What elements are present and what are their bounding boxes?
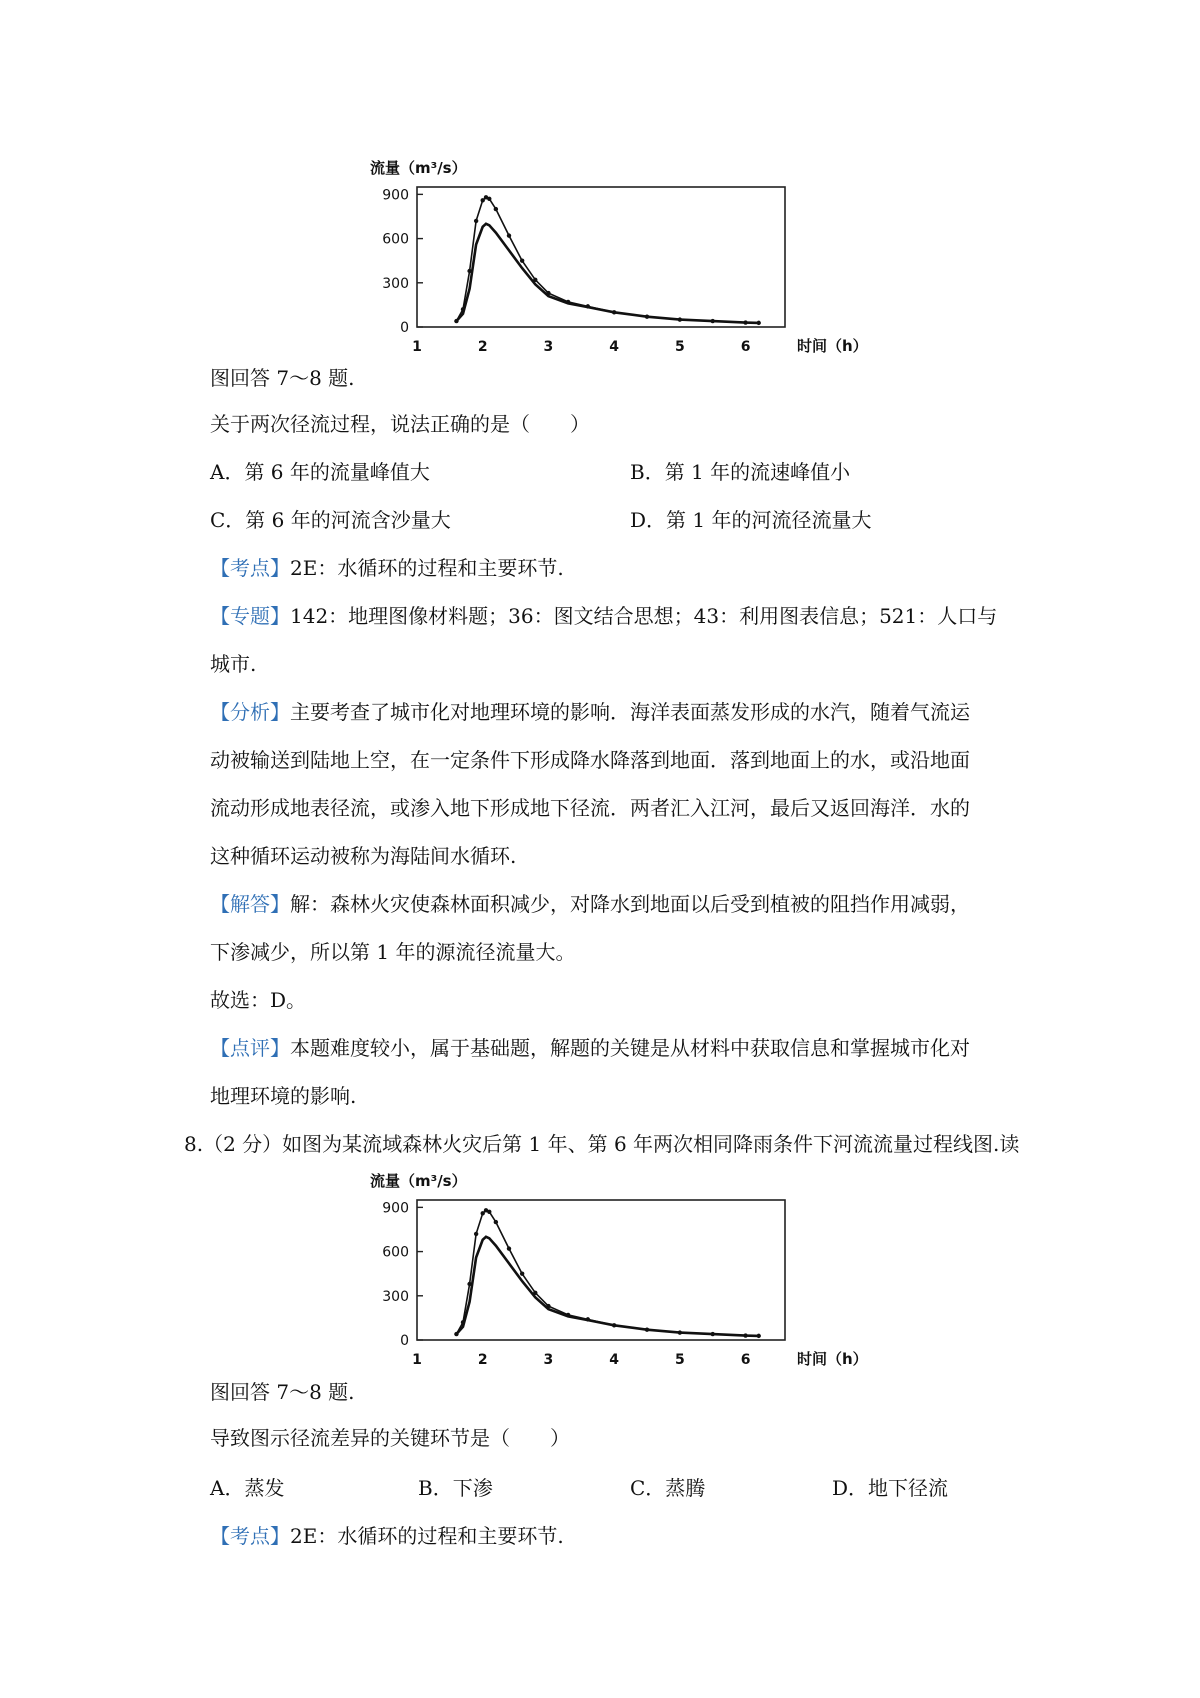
x-tick-label: 4 xyxy=(609,1352,620,1368)
zhuanti-tag: 【专题】 xyxy=(210,604,290,628)
caption-tail-2: 图回答 7～8 题. xyxy=(210,1380,355,1404)
x-axis-label: 时间（h） xyxy=(797,337,868,355)
x-tick-label: 1 xyxy=(412,1352,422,1368)
option-c-7: C．第 6 年的河流含沙量大 xyxy=(210,508,451,532)
option-d-7: D．第 1 年的河流径流量大 xyxy=(630,508,872,532)
jieda-7 xyxy=(210,890,970,918)
option-a-7: A．第 6 年的流量峰值大 xyxy=(210,460,430,484)
flow-chart-2 xyxy=(370,1168,868,1398)
fenxi-text-4: 这种循环运动被称为海陆间水循环. xyxy=(210,844,517,868)
series-1-point xyxy=(507,1246,511,1250)
flow-chart-1 xyxy=(370,155,868,385)
x-tick-label: 4 xyxy=(609,339,620,355)
series-line-1 xyxy=(456,1210,758,1336)
y-tick-label: 600 xyxy=(382,231,409,248)
dianping-7 xyxy=(210,1034,970,1062)
question-7: 关于两次径流过程，说法正确的是（ ） xyxy=(210,412,590,436)
y-tick-label: 300 xyxy=(382,1288,409,1305)
series-1-point xyxy=(487,197,491,201)
series-1-point xyxy=(520,258,524,262)
series-1-point xyxy=(494,207,498,211)
y-axis-label: 流量（m³/s） xyxy=(370,1172,467,1190)
x-axis-label: 时间（h） xyxy=(797,1350,868,1368)
kaodian-8 xyxy=(210,1522,564,1550)
fenxi-text-1: 主要考查了城市化对地理环境的影响．海洋表面蒸发形成的水汽，随着气流运 xyxy=(290,700,970,724)
x-tick-label: 6 xyxy=(740,339,751,355)
kaodian-text-8: 2E：水循环的过程和主要环节. xyxy=(290,1524,564,1548)
series-1-point xyxy=(474,219,478,223)
series-1-point xyxy=(481,1211,485,1215)
x-tick-label: 3 xyxy=(543,1352,554,1368)
dianping-tag: 【点评】 xyxy=(210,1036,290,1060)
flow-chart-1-svg xyxy=(370,155,868,385)
flow-chart-2-svg xyxy=(370,1168,868,1398)
dianping-text-2: 地理环境的影响. xyxy=(210,1084,357,1108)
x-tick-label: 5 xyxy=(674,1352,685,1368)
caption-tail-1: 图回答 7～8 题. xyxy=(210,366,355,390)
x-tick-label: 2 xyxy=(477,339,488,355)
y-tick-label: 300 xyxy=(382,275,409,292)
x-tick-label: 6 xyxy=(740,1352,751,1368)
series-line-2 xyxy=(456,1237,758,1336)
fenxi-text-2: 动被输送到陆地上空，在一定条件下形成降水降落到地面．落到地面上的水，或沿地面 xyxy=(210,748,970,772)
kaodian-tag-8: 【考点】 xyxy=(210,1524,290,1548)
x-tick-label: 2 xyxy=(477,1352,488,1368)
series-1-point xyxy=(481,198,485,202)
option-c-8: C．蒸腾 xyxy=(630,1476,706,1500)
y-tick-label: 0 xyxy=(400,320,409,336)
series-1-point xyxy=(520,1271,524,1275)
series-line-2 xyxy=(456,224,758,323)
fenxi-7 xyxy=(210,698,970,726)
kaodian-7 xyxy=(210,554,564,582)
option-d-8: D．地下径流 xyxy=(832,1476,949,1500)
y-tick-label: 900 xyxy=(382,187,409,204)
jieda-text-2: 下渗减少，所以第 1 年的源流径流量大。 xyxy=(210,940,576,964)
x-tick-label: 1 xyxy=(412,339,422,355)
y-tick-label: 600 xyxy=(382,1244,409,1261)
option-b-8: B．下渗 xyxy=(418,1476,493,1500)
fenxi-tag: 【分析】 xyxy=(210,700,290,724)
kaodian-text: 2E：水循环的过程和主要环节. xyxy=(290,556,564,580)
question-8: 导致图示径流差异的关键环节是（ ） xyxy=(210,1426,570,1450)
kaodian-tag: 【考点】 xyxy=(210,556,290,580)
x-tick-label: 5 xyxy=(674,339,685,355)
guxuan-7: 故选：D。 xyxy=(210,988,307,1012)
jieda-text-1: 解：森林火灾使森林面积减少，对降水到地面以后受到植被的阻挡作用减弱， xyxy=(290,892,970,916)
x-tick-label: 3 xyxy=(543,339,554,355)
zhuanti-7 xyxy=(210,602,997,630)
series-1-point xyxy=(474,1232,478,1236)
option-b-7: B．第 1 年的流速峰值小 xyxy=(630,460,851,484)
zhuanti-text-2: 城市. xyxy=(210,652,257,676)
series-line-1 xyxy=(456,197,758,323)
question-8-stem: 8.（2 分）如图为某流域森林火灾后第 1 年、第 6 年两次相同降雨条件下河流流量过程线图.读 xyxy=(184,1132,1020,1156)
y-axis-label: 流量（m³/s） xyxy=(370,159,467,177)
option-a-8: A．蒸发 xyxy=(210,1476,285,1500)
jieda-tag: 【解答】 xyxy=(210,892,290,916)
series-1-point xyxy=(487,1210,491,1214)
y-tick-label: 900 xyxy=(382,1200,409,1217)
series-1-point xyxy=(494,1220,498,1224)
fenxi-text-3: 流动形成地表径流，或渗入地下形成地下径流．两者汇入江河，最后又返回海洋．水的 xyxy=(210,796,970,820)
series-1-point xyxy=(507,233,511,237)
dianping-text-1: 本题难度较小，属于基础题，解题的关键是从材料中获取信息和掌握城市化对 xyxy=(290,1036,970,1060)
y-tick-label: 0 xyxy=(400,1333,409,1349)
zhuanti-text-1: 142：地理图像材料题；36：图文结合思想；43：利用图表信息；521：人口与 xyxy=(290,604,998,628)
